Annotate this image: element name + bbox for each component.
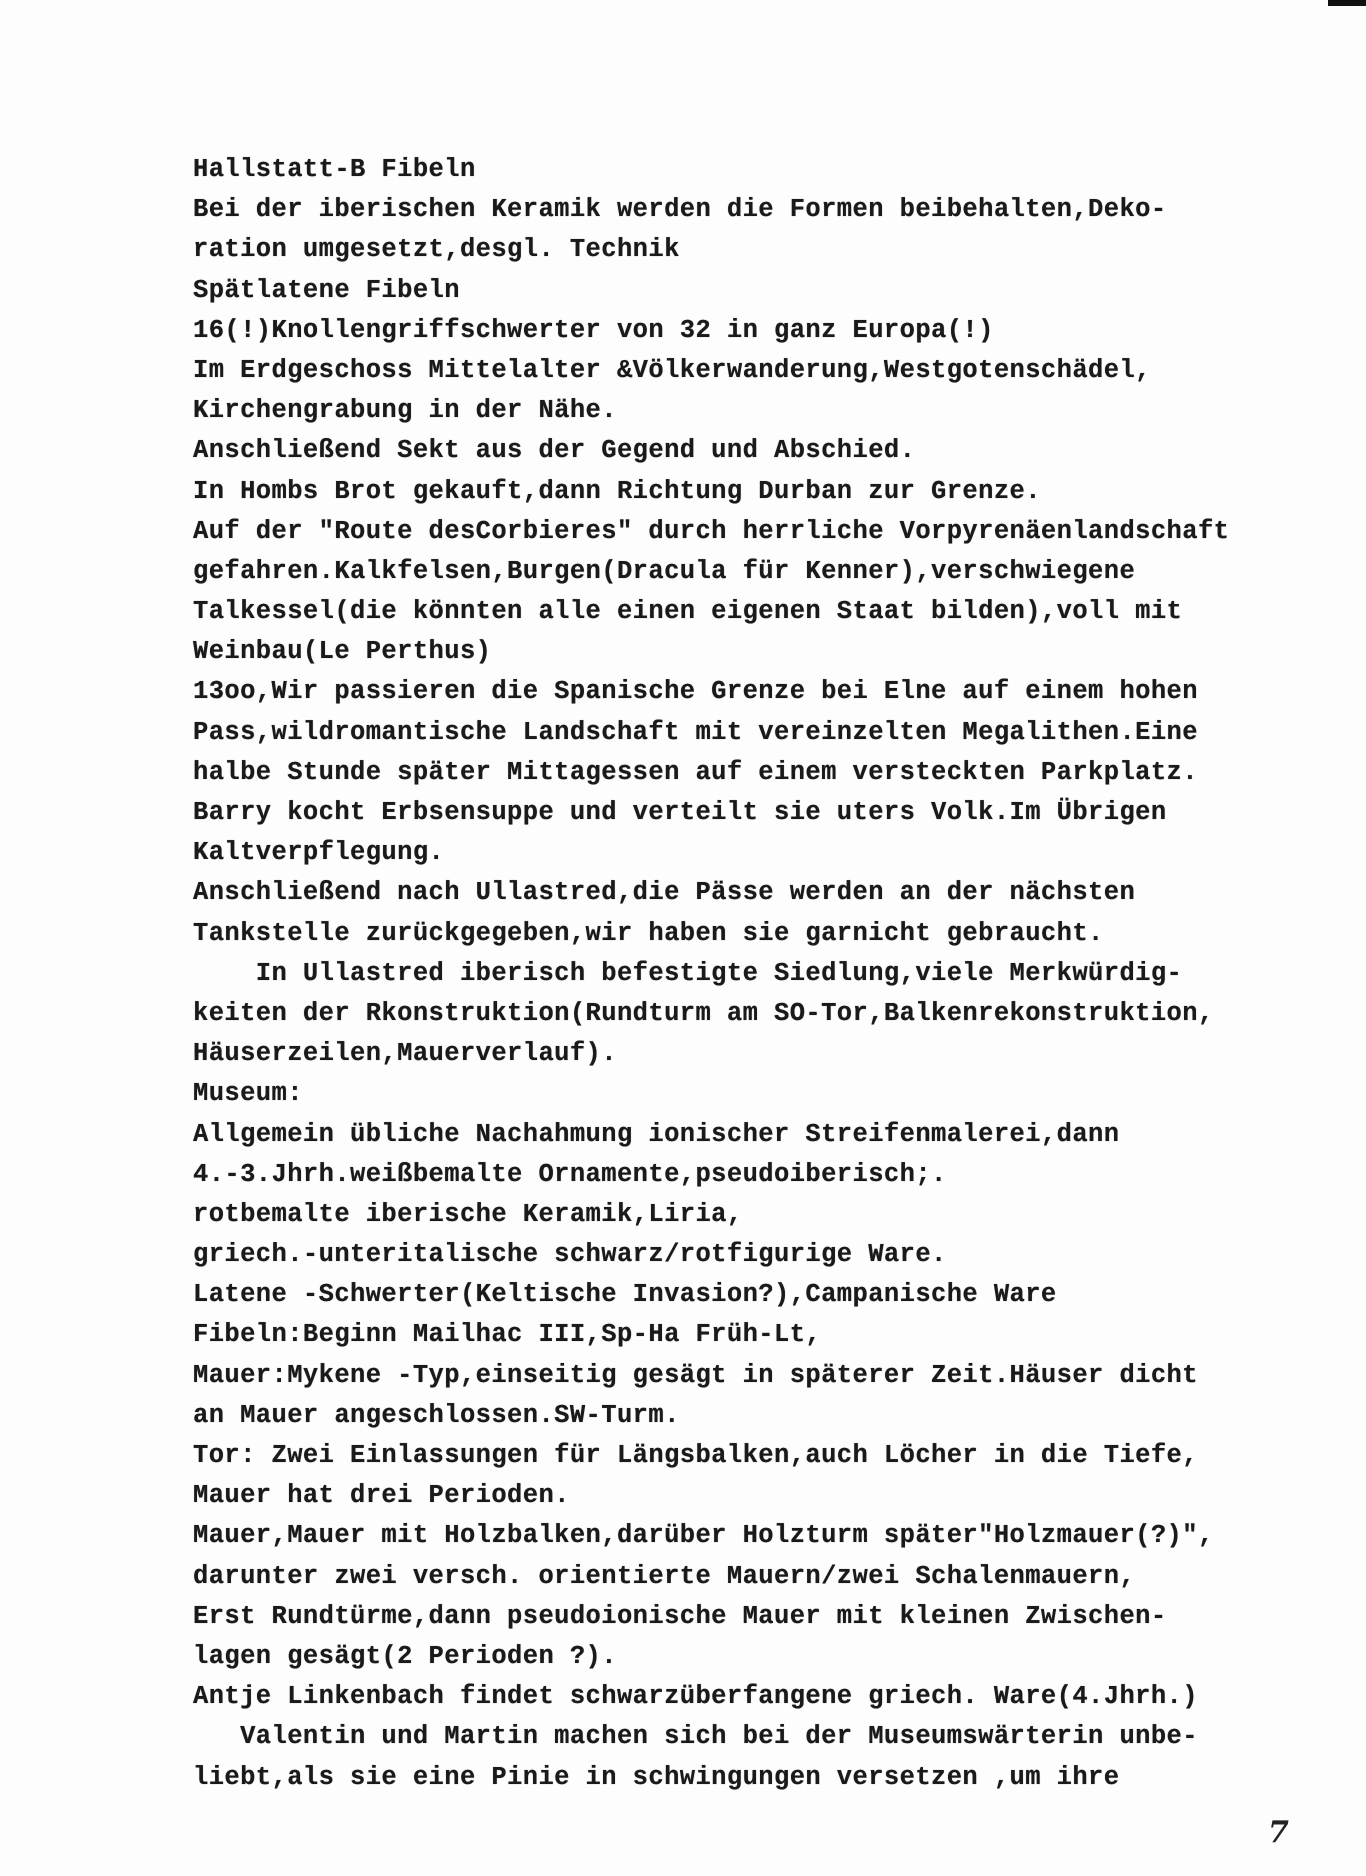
typewritten-text-body [193, 150, 1323, 1798]
text-line: Weinbau(Le Perthus) [193, 637, 492, 667]
text-line: Anschließend nach Ullastred,die Pässe werden an der nächsten [193, 878, 1136, 908]
text-line: Tor: Zwei Einlassungen für Längsbalken,auch Löcher in die Tiefe, [193, 1441, 1198, 1470]
text-line: Mauer,Mauer mit Holzbalken,darüber Holzturm später"Holzmauer(?)", [193, 1521, 1214, 1551]
text-line: Museum: [193, 1079, 303, 1109]
page-number: 7 [1268, 1815, 1289, 1850]
text-line: Fibeln:Beginn Mailhac III,Sp-Ha Früh-Lt, [193, 1320, 822, 1350]
text-line: Latene -Schwerter(Keltische Invasion?),Campanische Ware [193, 1280, 1057, 1310]
text-line: Im Erdgeschoss Mittelalter &Völkerwanderung,Westgotenschädel, [193, 355, 1151, 385]
text-line: gefahren.Kalkfelsen,Burgen(Dracula für Kenner),verschwiegene [193, 556, 1136, 586]
text-line: Mauer:Mykene -Typ,einseitig gesägt in späterer Zeit.Häuser dicht [193, 1360, 1198, 1390]
text-line: an Mauer angeschlossen.SW-Turm. [193, 1400, 680, 1430]
text-line: Tankstelle zurückgegeben,wir haben sie garnicht gebraucht. [193, 918, 1104, 948]
text-line: 4.-3.Jhrh.weißbemalte Ornamente,pseudoiberisch;. [193, 1159, 947, 1189]
text-line: darunter zwei versch. orientierte Mauern/zwei Schalenmauern, [193, 1561, 1136, 1591]
text-line: rotbemalte iberische Keramik,Liria, [193, 1199, 743, 1229]
text-line: keiten der Rkonstruktion(Rundturm am SO-Tor,Balkenrekonstruktion, [193, 998, 1214, 1028]
text-line: Hallstatt-B Fibeln [193, 155, 476, 184]
text-line: Auf der "Route desCorbieres" durch herrliche Vorpyrenäenlandschaft [193, 516, 1230, 546]
text-line: Kirchengrabung in der Nähe. [193, 396, 617, 426]
text-line: Antje Linkenbach findet schwarzüberfangene griech. Ware(4.Jhrh.) [193, 1682, 1198, 1712]
text-line: griech.-unteritalische schwarz/rotfigurige Ware. [193, 1240, 947, 1270]
text-line: Spätlatene Fibeln [193, 275, 460, 305]
text-line: 16(!)Knollengriffschwerter von 32 in ganz Europa(!) [193, 315, 994, 345]
text-line: Talkessel(die könnten alle einen eigenen Staat bilden),voll mit [193, 597, 1183, 627]
text-line: 13oo,Wir passieren die Spanische Grenze bei Elne auf einem hohen [193, 677, 1198, 707]
text-line: lagen gesägt(2 Perioden ?). [193, 1641, 617, 1671]
text-line: Anschließend Sekt aus der Gegend und Abschied. [193, 436, 916, 466]
text-line: Erst Rundtürme,dann pseudoionische Mauer mit kleinen Zwischen- [193, 1601, 1167, 1631]
text-line: Barry kocht Erbsensuppe und verteilt sie uters Volk.Im Übrigen [193, 798, 1167, 827]
text-line: liebt,als sie eine Pinie in schwingungen versetzen ,um ihre [193, 1762, 1120, 1792]
text-line: Kaltverpflegung. [193, 838, 445, 868]
text-line: Allgemein übliche Nachahmung ionischer Streifenmalerei,dann [193, 1119, 1120, 1149]
text-line: ration umgesetzt,desgl. Technik [193, 235, 680, 265]
text-line: Häuserzeilen,Mauerverlauf). [193, 1039, 617, 1069]
text-line: Pass,wildromantische Landschaft mit vereinzelten Megalithen.Eine [193, 717, 1198, 747]
text-line: Bei der iberischen Keramik werden die Formen beibehalten,Deko- [193, 195, 1167, 225]
text-line: In Ullastred iberisch befestigte Siedlung,viele Merkwürdig- [193, 958, 1183, 988]
scan-corner-mark [1328, 0, 1366, 6]
text-line: halbe Stunde später Mittagessen auf einem versteckten Parkplatz. [193, 757, 1198, 787]
text-line: Mauer hat drei Perioden. [193, 1481, 570, 1511]
text-line: Valentin und Martin machen sich bei der Museumswärterin unbe- [193, 1722, 1198, 1752]
text-line: In Hombs Brot gekauft,dann Richtung Durban zur Grenze. [193, 476, 1041, 506]
